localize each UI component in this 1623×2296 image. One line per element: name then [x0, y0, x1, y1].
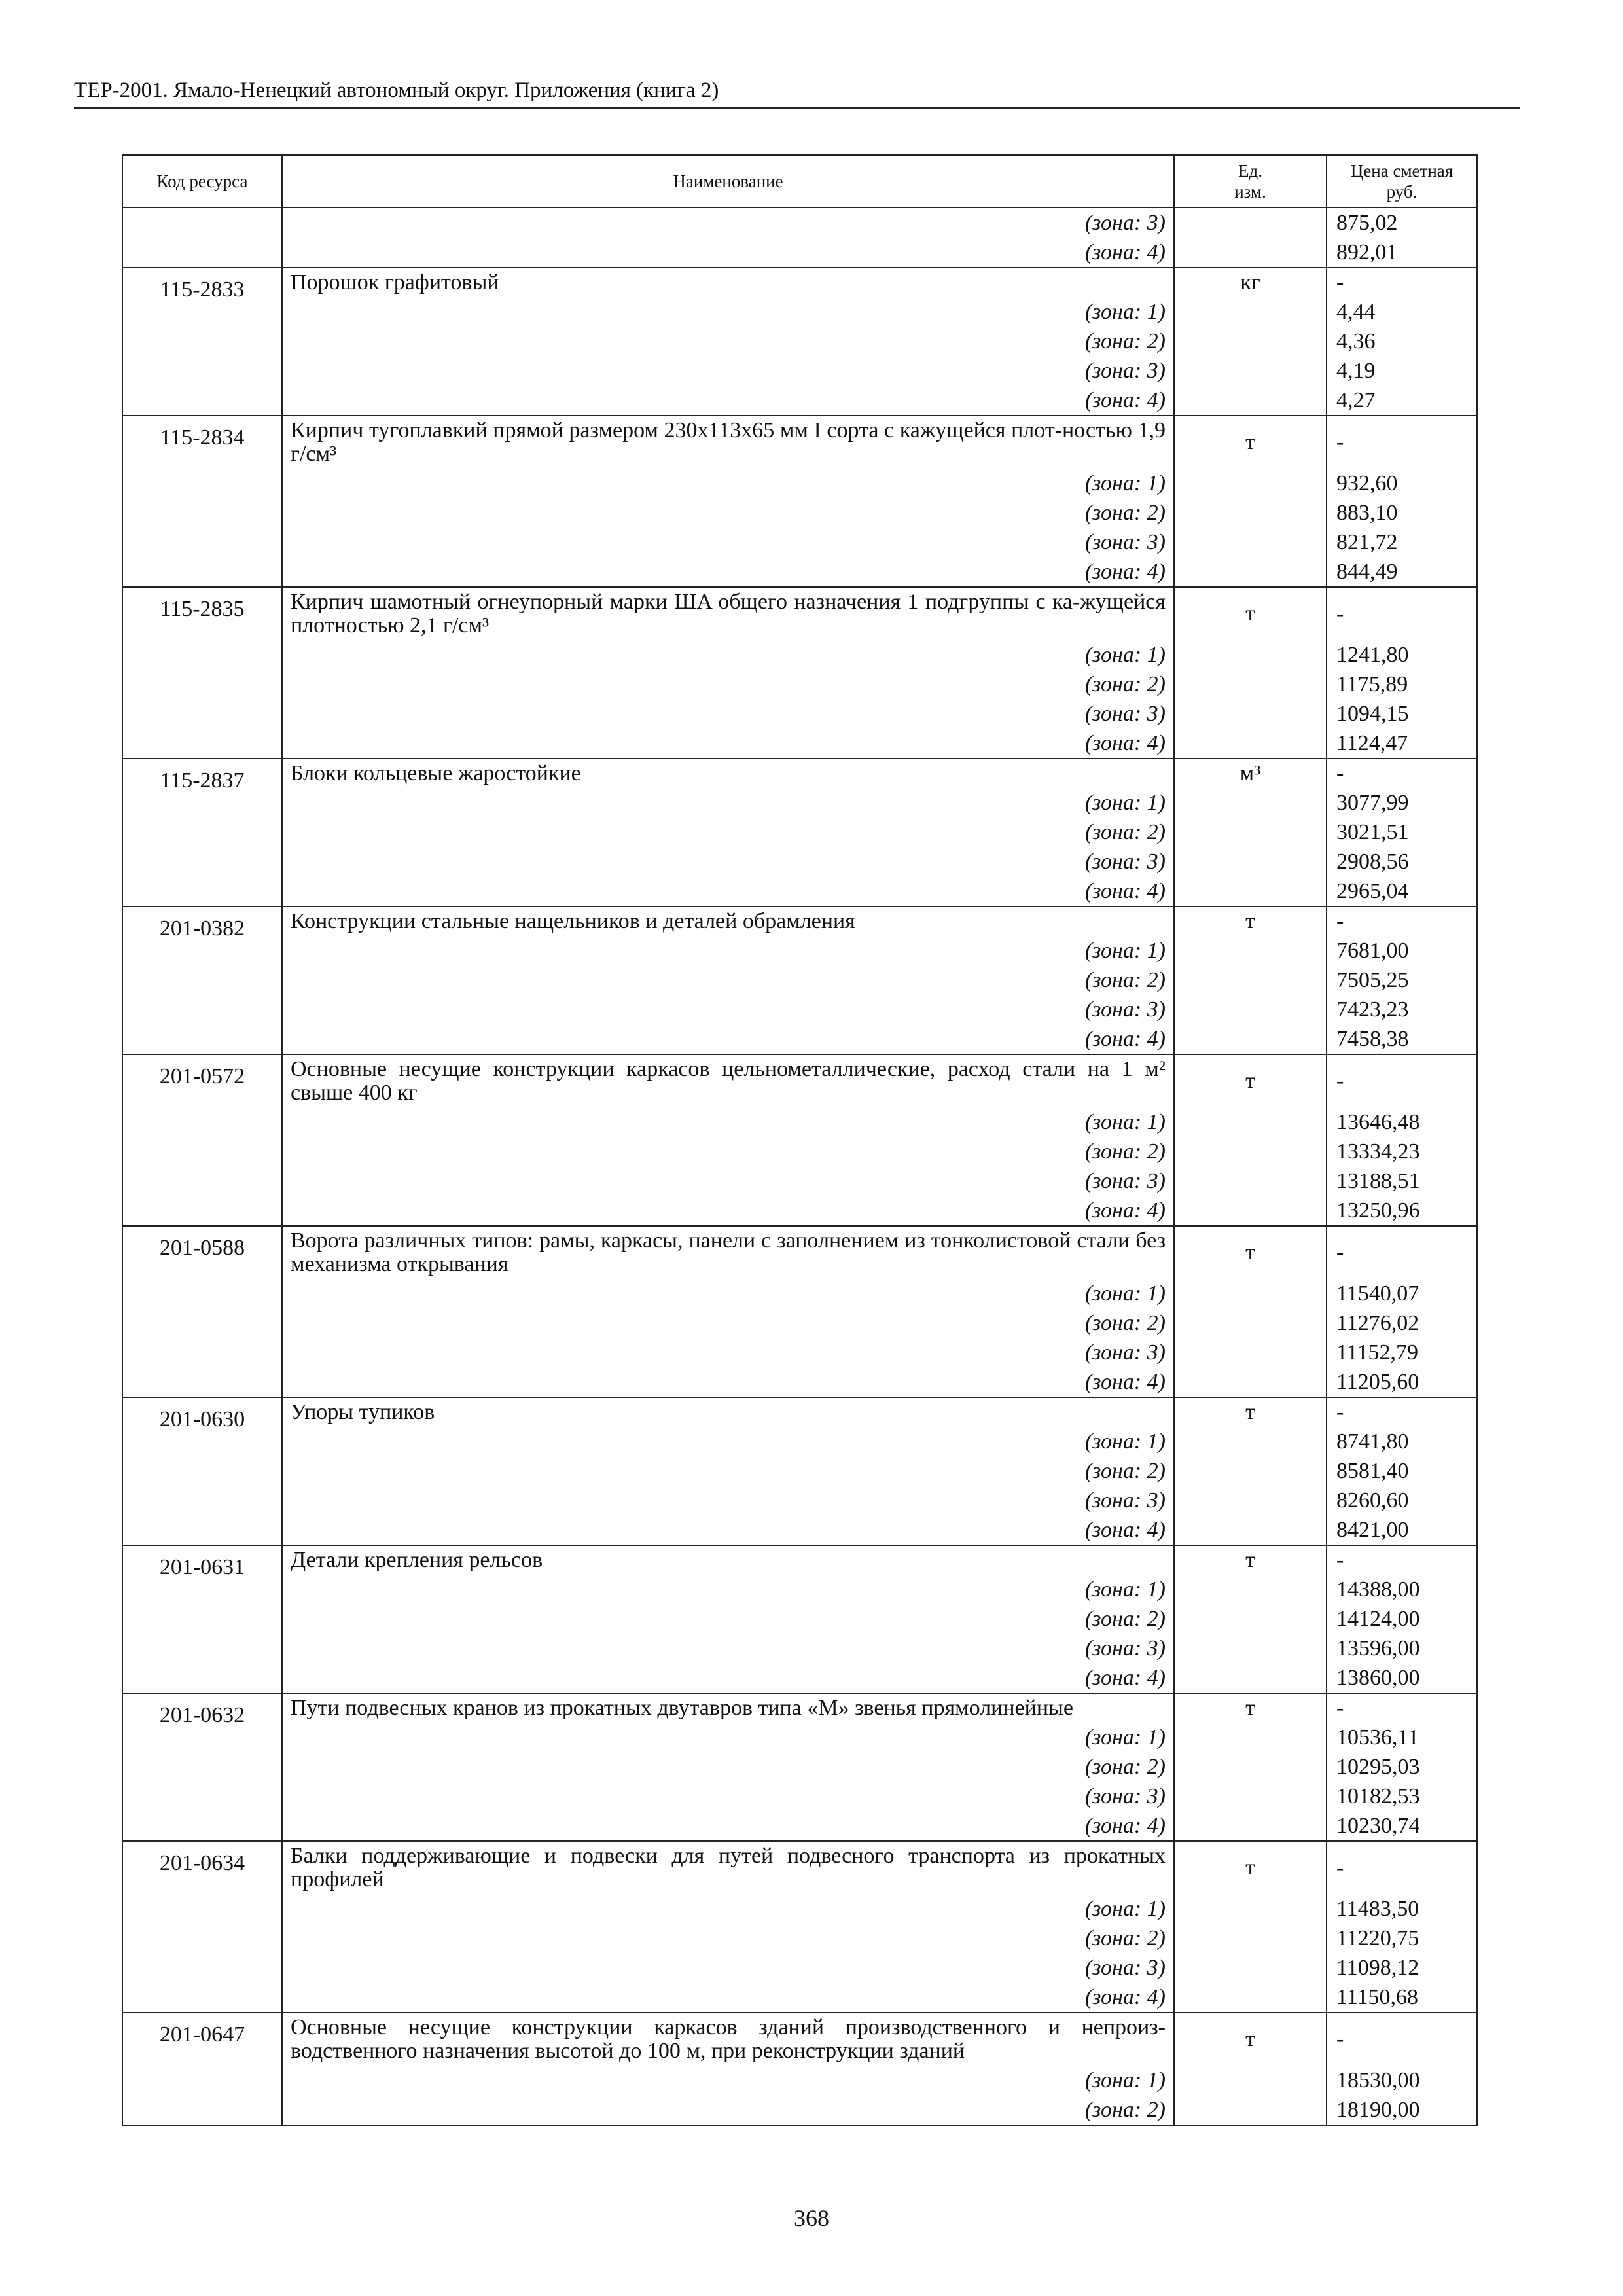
resource-name: Кирпич шамотный огнеупорный марки ШA общего назначения 1 подгруппы с ка-жущейся плотностью 2,1 г/см³	[291, 590, 1166, 637]
zone-label: (зона: 2)	[1084, 1755, 1166, 1779]
column-header-name: Наименование	[282, 155, 1174, 207]
resource-name: Ворота различных типов: рамы, каркасы, панели с заполнением из тонколистовой стали без механизма открывания	[291, 1229, 1166, 1276]
zone-price: 11150,68	[1336, 1985, 1418, 2009]
cell-name	[282, 1693, 1174, 1841]
zone-label: (зона: 1)	[1084, 1429, 1166, 1454]
resource-name: Пути подвесных кранов из прокатных двутавров типа «М» звенья прямолинейные	[291, 1696, 1073, 1720]
zone-label: (зона: 3)	[1084, 1340, 1166, 1365]
cell-price	[1327, 1841, 1477, 2013]
cell-price	[1327, 416, 1477, 587]
price-head: -	[1336, 1856, 1344, 1880]
cell-unit: т	[1174, 1841, 1327, 2013]
zone-price: 8421,00	[1336, 1518, 1409, 1542]
zone-price: 10295,03	[1336, 1755, 1420, 1779]
cell-code: 115-2835	[122, 587, 282, 759]
zone-price: 7458,38	[1336, 1027, 1409, 1051]
zone-price: 8741,80	[1336, 1429, 1409, 1454]
zone-price: 13646,48	[1336, 1110, 1420, 1134]
cell-unit: т	[1174, 587, 1327, 759]
cell-unit: т	[1174, 1054, 1327, 1226]
zone-price: 1241,80	[1336, 643, 1409, 667]
zone-price: 4,27	[1336, 388, 1376, 412]
zone-price: 3077,99	[1336, 791, 1409, 815]
zone-label: (зона: 4)	[1084, 240, 1166, 264]
table-row	[122, 416, 1477, 587]
zone-price: 7681,00	[1336, 939, 1409, 963]
zone-label: (зона: 3)	[1084, 1956, 1166, 1980]
table-row	[122, 759, 1477, 906]
zone-label: (зона: 2)	[1084, 1459, 1166, 1483]
column-header-price: Цена сметная руб.	[1327, 155, 1477, 207]
zone-price: 1094,15	[1336, 702, 1409, 726]
zone-label: (зона: 1)	[1084, 643, 1166, 667]
price-table	[122, 154, 1478, 2126]
cell-name	[282, 416, 1174, 587]
zone-label: (зона: 4)	[1084, 1027, 1166, 1051]
zone-price: 875,02	[1336, 211, 1398, 235]
header-title: ТЕР-2001. Ямало-Ненецкий автономный округ. Приложения (книга 2)	[74, 79, 719, 102]
zone-price: 7505,25	[1336, 968, 1409, 992]
zone-price: 7423,23	[1336, 997, 1409, 1022]
cell-unit: т	[1174, 1226, 1327, 1397]
cell-name	[282, 1841, 1174, 2013]
cell-unit: т	[1174, 906, 1327, 1054]
zone-price: 13334,23	[1336, 1139, 1420, 1164]
cell-price	[1327, 2013, 1477, 2125]
cell-unit: т	[1174, 1693, 1327, 1841]
table-row-continued	[122, 207, 1477, 268]
page-number: 368	[794, 2205, 829, 2231]
zone-price: 892,01	[1336, 240, 1398, 264]
zone-label: (зона: 2)	[1084, 329, 1166, 353]
zone-price: 14124,00	[1336, 1607, 1420, 1631]
cell-code: 201-0647	[122, 2013, 282, 2125]
cell-code	[122, 207, 282, 268]
zone-label: (зона: 2)	[1084, 968, 1166, 992]
cell-name	[282, 207, 1174, 268]
zone-price: 4,44	[1336, 300, 1376, 324]
zone-label: (зона: 1)	[1084, 471, 1166, 495]
price-head: -	[1336, 909, 1344, 933]
cell-code: 201-0630	[122, 1397, 282, 1545]
table-row	[122, 1226, 1477, 1397]
zone-label: (зона: 3)	[1084, 1488, 1166, 1513]
zone-price: 1124,47	[1336, 731, 1408, 755]
zone-price: 8260,60	[1336, 1488, 1409, 1513]
table-row	[122, 2013, 1477, 2125]
zone-price: 11276,02	[1336, 1311, 1419, 1335]
zone-label: (зона: 4)	[1084, 1198, 1166, 1223]
zone-price: 13188,51	[1336, 1169, 1420, 1193]
zone-label: (зона: 3)	[1084, 997, 1166, 1022]
resource-name: Блоки кольцевые жаростойкие	[291, 761, 581, 785]
resource-name: Основные несущие конструкции каркасов зданий производственного и непроиз-водственного назначения высотой до 100 м, при реконструкции зданий	[291, 2015, 1166, 2063]
zone-label: (зона: 4)	[1084, 560, 1166, 584]
cell-code: 201-0588	[122, 1226, 282, 1397]
zone-label: (зона: 2)	[1084, 820, 1166, 844]
zone-label: (зона: 3)	[1084, 530, 1166, 554]
cell-code: 115-2833	[122, 268, 282, 416]
zone-label: (зона: 2)	[1084, 501, 1166, 525]
cell-code: 201-0634	[122, 1841, 282, 2013]
zone-price: 844,49	[1336, 560, 1398, 584]
table-row	[122, 1054, 1477, 1226]
zone-price: 14388,00	[1336, 1577, 1420, 1602]
zone-price: 4,19	[1336, 359, 1376, 383]
cell-name	[282, 1054, 1174, 1226]
zone-price: 3021,51	[1336, 820, 1409, 844]
cell-unit	[1174, 207, 1327, 268]
zone-label: (зона: 2)	[1084, 1139, 1166, 1164]
cell-code: 201-0572	[122, 1054, 282, 1226]
zone-label: (зона: 4)	[1084, 1985, 1166, 2009]
zone-price: 18190,00	[1336, 2098, 1420, 2122]
zone-label: (зона: 3)	[1084, 702, 1166, 726]
table-row	[122, 1693, 1477, 1841]
zone-label: (зона: 4)	[1084, 1814, 1166, 1838]
zone-label: (зона: 1)	[1084, 1282, 1166, 1306]
cell-price	[1327, 1054, 1477, 1226]
resource-name: Основные несущие конструкции каркасов цельнометаллические, расход стали на 1 м² свыше 400 кг	[291, 1057, 1166, 1105]
zone-price: 13860,00	[1336, 1666, 1420, 1690]
resource-name: Порошок графитовый	[291, 270, 499, 295]
cell-unit: м³	[1174, 759, 1327, 906]
price-head: -	[1336, 430, 1344, 454]
zone-label: (зона: 3)	[1084, 1636, 1166, 1660]
zone-price: 10230,74	[1336, 1814, 1420, 1838]
zone-price: 2908,56	[1336, 850, 1409, 874]
cell-code: 115-2834	[122, 416, 282, 587]
cell-name	[282, 2013, 1174, 2125]
cell-code: 201-0632	[122, 1693, 282, 1841]
cell-name	[282, 759, 1174, 906]
cell-name	[282, 906, 1174, 1054]
table-row	[122, 1841, 1477, 2013]
zone-price: 2965,04	[1336, 879, 1409, 903]
zone-label: (зона: 2)	[1084, 1926, 1166, 1950]
zone-price: 10182,53	[1336, 1784, 1420, 1808]
zone-label: (зона: 4)	[1084, 731, 1166, 755]
table-row	[122, 1397, 1477, 1545]
zone-label: (зона: 1)	[1084, 791, 1166, 815]
table-body	[122, 207, 1477, 2125]
cell-code: 201-0382	[122, 906, 282, 1054]
column-header-unit: Ед. изм.	[1174, 155, 1327, 207]
zone-label: (зона: 3)	[1084, 1784, 1166, 1808]
zone-price: 13596,00	[1336, 1636, 1420, 1660]
cell-price	[1327, 587, 1477, 759]
cell-name	[282, 587, 1174, 759]
zone-label: (зона: 4)	[1084, 1666, 1166, 1690]
cell-price	[1327, 906, 1477, 1054]
cell-unit: т	[1174, 2013, 1327, 2125]
cell-unit: т	[1174, 1545, 1327, 1693]
cell-price	[1327, 207, 1477, 268]
resource-name: Упоры тупиков	[291, 1400, 435, 1424]
cell-code: 201-0631	[122, 1545, 282, 1693]
cell-name	[282, 268, 1174, 416]
table-row	[122, 587, 1477, 759]
cell-unit: кг	[1174, 268, 1327, 416]
cell-price	[1327, 1226, 1477, 1397]
zone-label: (зона: 3)	[1084, 359, 1166, 383]
cell-price	[1327, 268, 1477, 416]
price-head: -	[1336, 270, 1344, 295]
zone-label: (зона: 1)	[1084, 1110, 1166, 1134]
cell-name	[282, 1397, 1174, 1545]
zone-price: 18530,00	[1336, 2068, 1420, 2092]
zone-price: 821,72	[1336, 530, 1398, 554]
zone-label: (зона: 2)	[1084, 1311, 1166, 1335]
resource-name: Кирпич тугоплавкий прямой размером 230x113x65 мм I сорта с кажущейся плот-ностью 1,9 г/см³	[291, 418, 1166, 466]
price-head: -	[1336, 2027, 1344, 2051]
zone-price: 883,10	[1336, 501, 1398, 525]
zone-label: (зона: 2)	[1084, 2098, 1166, 2122]
table-row	[122, 268, 1477, 416]
zone-label: (зона: 1)	[1084, 1725, 1166, 1749]
price-head: -	[1336, 601, 1344, 626]
zone-price: 11483,50	[1336, 1897, 1419, 1921]
table-header-row	[122, 155, 1477, 207]
zone-label: (зона: 1)	[1084, 300, 1166, 324]
price-head: -	[1336, 1696, 1344, 1720]
zone-price: 10536,11	[1336, 1725, 1419, 1749]
price-head: -	[1336, 1069, 1344, 1093]
zone-label: (зона: 3)	[1084, 1169, 1166, 1193]
zone-label: (зона: 2)	[1084, 672, 1166, 696]
price-head: -	[1336, 1400, 1344, 1424]
zone-price: 11152,79	[1336, 1340, 1418, 1365]
price-head: -	[1336, 1548, 1344, 1572]
zone-label: (зона: 4)	[1084, 1518, 1166, 1542]
zone-label: (зона: 4)	[1084, 388, 1166, 412]
zone-price: 11540,07	[1336, 1282, 1419, 1306]
zone-price: 13250,96	[1336, 1198, 1420, 1223]
zone-price: 8581,40	[1336, 1459, 1409, 1483]
cell-price	[1327, 1545, 1477, 1693]
zone-price: 932,60	[1336, 471, 1398, 495]
zone-price: 11098,12	[1336, 1956, 1419, 1980]
zone-price: 11205,60	[1336, 1370, 1419, 1394]
cell-price	[1327, 1397, 1477, 1545]
zone-label: (зона: 4)	[1084, 1370, 1166, 1394]
zone-label: (зона: 4)	[1084, 879, 1166, 903]
cell-price	[1327, 759, 1477, 906]
zone-label: (зона: 3)	[1084, 850, 1166, 874]
cell-code: 115-2837	[122, 759, 282, 906]
price-head: -	[1336, 1240, 1344, 1265]
cell-unit: т	[1174, 1397, 1327, 1545]
zone-label: (зона: 1)	[1084, 2068, 1166, 2092]
cell-name	[282, 1545, 1174, 1693]
cell-name	[282, 1226, 1174, 1397]
price-head: -	[1336, 761, 1344, 785]
cell-price	[1327, 1693, 1477, 1841]
resource-name: Конструкции стальные нащельников и деталей обрамления	[291, 909, 855, 933]
zone-label: (зона: 1)	[1084, 939, 1166, 963]
table-row	[122, 1545, 1477, 1693]
zone-price: 4,36	[1336, 329, 1376, 353]
zone-price: 1175,89	[1336, 672, 1408, 696]
zone-label: (зона: 1)	[1084, 1897, 1166, 1921]
running-header	[74, 73, 1520, 109]
zone-label: (зона: 3)	[1084, 211, 1166, 235]
column-header-code: Код ресурса	[122, 155, 282, 207]
zone-label: (зона: 1)	[1084, 1577, 1166, 1602]
price-table-container	[122, 154, 1476, 2126]
resource-name: Детали крепления рельсов	[291, 1548, 543, 1572]
zone-price: 11220,75	[1336, 1926, 1419, 1950]
cell-unit: т	[1174, 416, 1327, 587]
zone-label: (зона: 2)	[1084, 1607, 1166, 1631]
table-row	[122, 906, 1477, 1054]
resource-name: Балки поддерживающие и подвески для путей подвесного транспорта из прокатных профилей	[291, 1844, 1166, 1892]
